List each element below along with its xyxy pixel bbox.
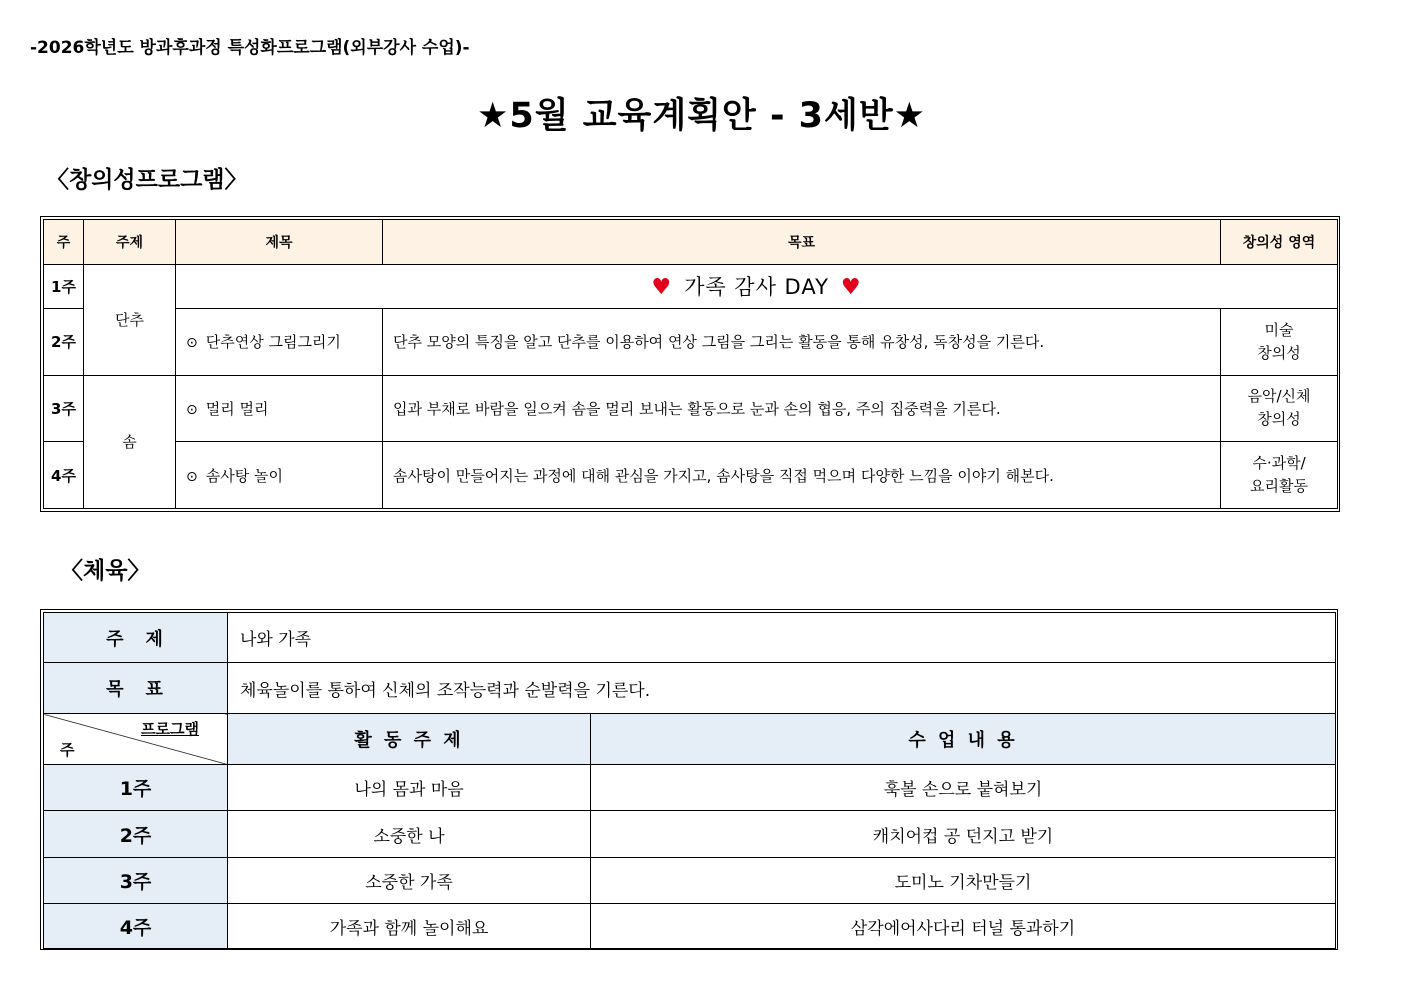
heart-icon: ♥ bbox=[840, 275, 862, 301]
activity-cell: 소중한 가족 bbox=[228, 858, 591, 904]
table-row bbox=[44, 858, 1336, 904]
table-row bbox=[44, 904, 1336, 949]
bullet-icon: ⊙ bbox=[186, 401, 198, 418]
area-line: 수·과학/ bbox=[1252, 454, 1306, 473]
area-line: 음악/신체 bbox=[1247, 387, 1311, 406]
creative-header-row bbox=[44, 220, 1338, 265]
week-cell: 1주 bbox=[44, 265, 84, 309]
goal-value: 체육놀이를 통하여 신체의 조작능력과 순발력을 기른다. bbox=[228, 663, 1336, 714]
theme-label: 주 제 bbox=[44, 613, 228, 663]
activity-title-cell bbox=[176, 442, 383, 509]
activity-title: 솜사탕 놀이 bbox=[205, 466, 283, 485]
page-title: ★5월 교육계획안 - 3세반★ bbox=[476, 96, 927, 136]
table-row bbox=[44, 811, 1336, 858]
creative-table-frame bbox=[40, 216, 1340, 512]
area-cell bbox=[1221, 375, 1338, 442]
activity-cell: 가족과 함께 놀이해요 bbox=[228, 904, 591, 949]
content-cell: 삼각에어사다리 터널 통과하기 bbox=[591, 904, 1336, 949]
col-header-activity: 활 동 주 제 bbox=[228, 714, 591, 765]
col-header-content: 수 업 내 용 bbox=[591, 714, 1336, 765]
week-cell: 3주 bbox=[44, 375, 84, 442]
area-line: 창의성 bbox=[1257, 343, 1301, 362]
area-line: 요리활동 bbox=[1250, 477, 1308, 496]
creative-section-title: 〈창의성프로그램〉 bbox=[46, 167, 248, 193]
diag-week-label: 주 bbox=[60, 741, 75, 759]
content-cell: 캐치어컵 공 던지고 받기 bbox=[591, 811, 1336, 858]
goal-row bbox=[44, 663, 1336, 714]
family-day-banner bbox=[176, 265, 1338, 309]
pe-program-table bbox=[43, 612, 1336, 949]
col-header-subject: 주제 bbox=[84, 220, 176, 265]
program-header-line: -2026학년도 방과후과정 특성화프로그램(외부강사 수업)- bbox=[30, 38, 470, 58]
pe-header-row bbox=[44, 714, 1336, 765]
activity-title: 멀리 멀리 bbox=[205, 399, 269, 418]
week-cell: 2주 bbox=[44, 811, 228, 858]
theme-row bbox=[44, 613, 1336, 663]
content-cell: 도미노 기차만들기 bbox=[591, 858, 1336, 904]
goal-cell: 단추 모양의 특징을 알고 단추를 이용하여 연상 그림을 그리는 활동을 통해 유창성, 독창성을 기른다. bbox=[383, 308, 1221, 375]
goal-cell: 입과 부채로 바람을 일으켜 솜을 멀리 보내는 활동으로 눈과 손의 협응, 주의 집중력을 기른다. bbox=[383, 375, 1221, 442]
table-row bbox=[44, 308, 1338, 375]
week-cell: 4주 bbox=[44, 442, 84, 509]
week-cell: 4주 bbox=[44, 904, 228, 949]
theme-value: 나와 가족 bbox=[228, 613, 1336, 663]
col-header-title: 제목 bbox=[176, 220, 383, 265]
table-row bbox=[44, 765, 1336, 811]
heart-icon: ♥ bbox=[651, 275, 673, 301]
subject-cell: 단추 bbox=[84, 265, 176, 376]
table-row bbox=[44, 265, 1338, 309]
area-line: 미술 bbox=[1264, 320, 1294, 339]
activity-cell: 나의 몸과 마음 bbox=[228, 765, 591, 811]
col-header-week: 주 bbox=[44, 220, 84, 265]
diagonal-header-cell bbox=[44, 714, 228, 765]
week-cell: 1주 bbox=[44, 765, 228, 811]
goal-label: 목 표 bbox=[44, 663, 228, 714]
creative-program-table bbox=[43, 219, 1338, 509]
area-line: 창의성 bbox=[1257, 410, 1301, 429]
pe-table-frame bbox=[40, 609, 1338, 950]
banner-text: 가족 감사 DAY bbox=[684, 275, 829, 300]
week-cell: 2주 bbox=[44, 308, 84, 375]
subject-cell: 솜 bbox=[84, 375, 176, 508]
activity-title-cell bbox=[176, 375, 383, 442]
bullet-icon: ⊙ bbox=[186, 468, 198, 485]
col-header-goal: 목표 bbox=[383, 220, 1221, 265]
diag-program-label: 프로그램 bbox=[141, 720, 199, 738]
area-cell bbox=[1221, 308, 1338, 375]
activity-cell: 소중한 나 bbox=[228, 811, 591, 858]
goal-cell: 솜사탕이 만들어지는 과정에 대해 관심을 가지고, 솜사탕을 직접 먹으며 다양한 느낌을 이야기 해본다. bbox=[383, 442, 1221, 509]
bullet-icon: ⊙ bbox=[186, 335, 198, 352]
pe-section-title: 〈체육〉 bbox=[60, 558, 151, 584]
area-cell bbox=[1221, 442, 1338, 509]
table-row bbox=[44, 375, 1338, 442]
content-cell: 훅볼 손으로 붙혀보기 bbox=[591, 765, 1336, 811]
week-cell: 3주 bbox=[44, 858, 228, 904]
activity-title-cell bbox=[176, 308, 383, 375]
table-row bbox=[44, 442, 1338, 509]
col-header-area: 창의성 영역 bbox=[1221, 220, 1338, 265]
activity-title: 단추연상 그림그리기 bbox=[205, 333, 341, 352]
